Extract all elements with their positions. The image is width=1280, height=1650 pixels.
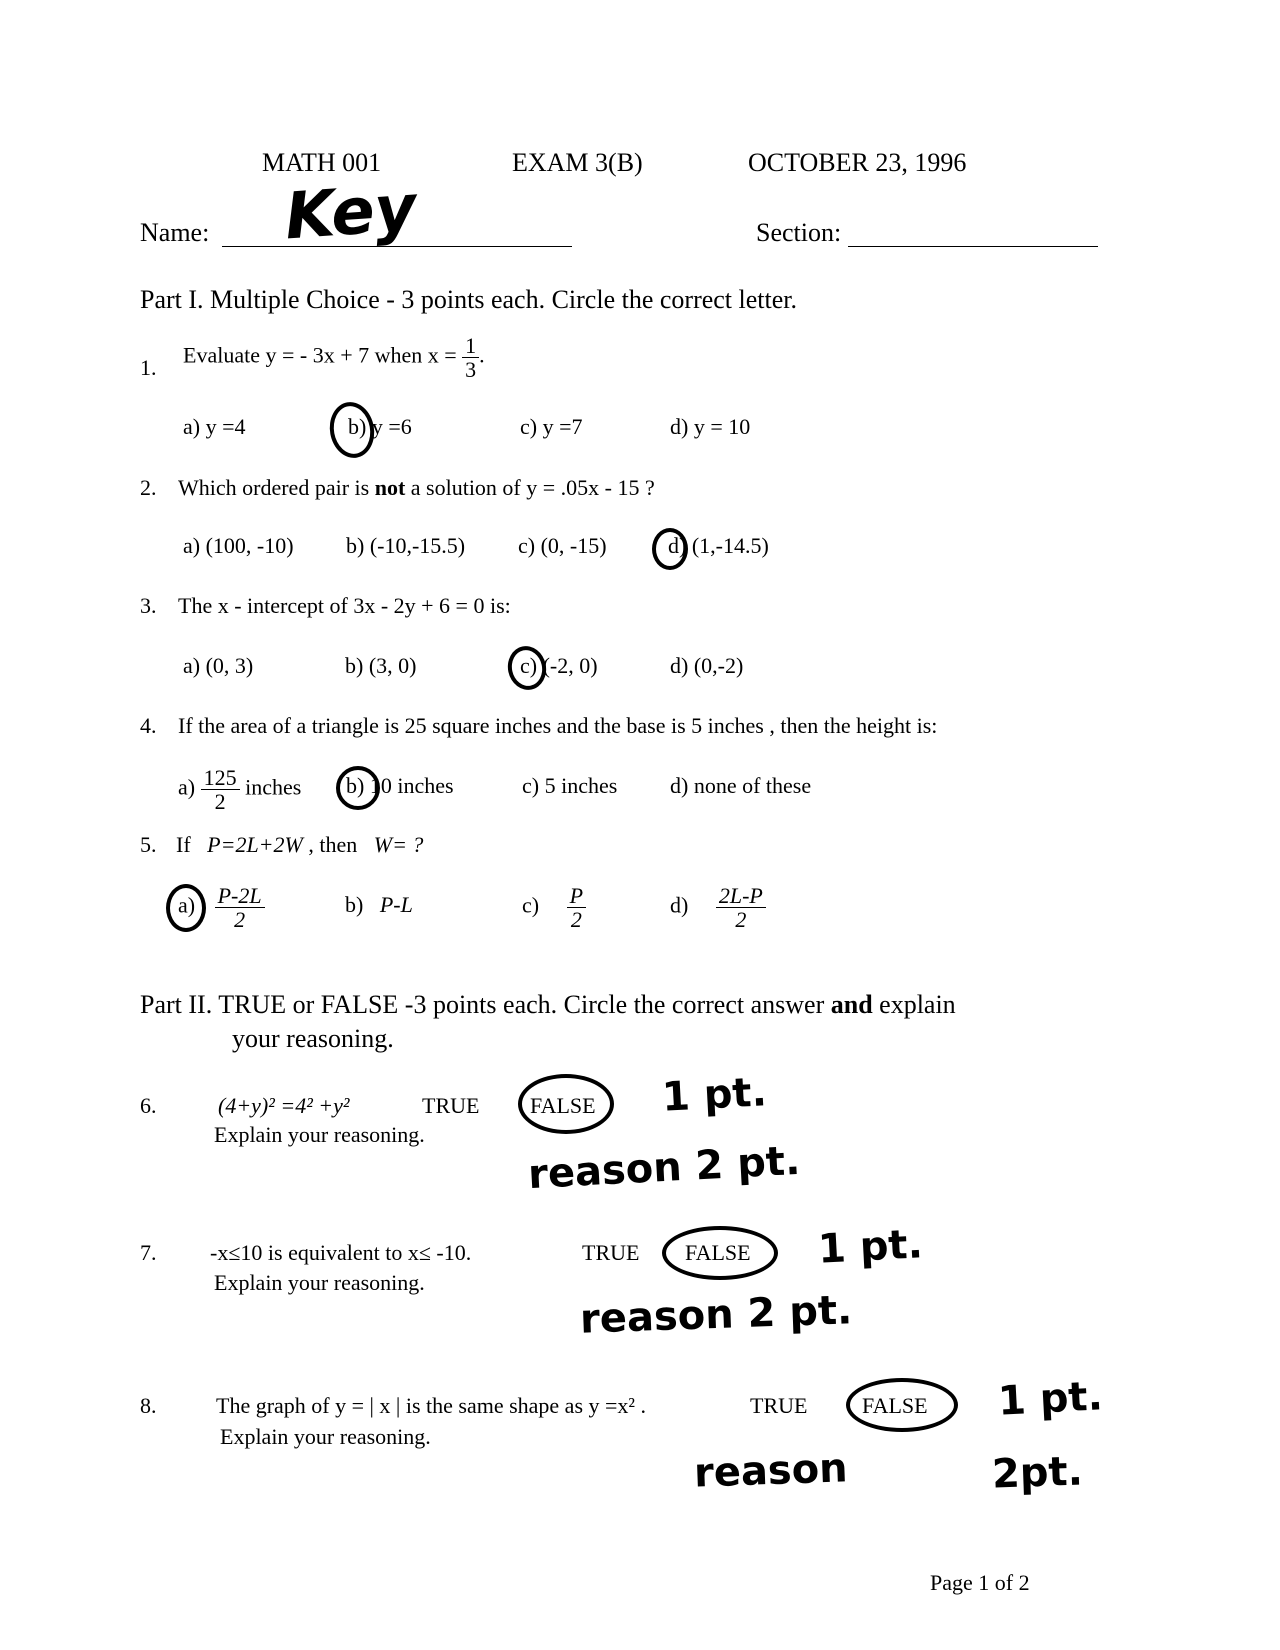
q4-choice-d[interactable]: d) none of these	[670, 773, 812, 798]
name-label: Name:	[140, 218, 210, 247]
q1-choice-b[interactable]: b) y =6	[348, 414, 412, 439]
q7-statement: -x≤10 is equivalent to x≤ -10.	[210, 1240, 472, 1265]
q8-explain: Explain your reasoning.	[220, 1424, 431, 1449]
q6-note-reason: reason 2 pt.	[526, 1137, 802, 1199]
q1-number: 1.	[140, 355, 157, 380]
q8-true[interactable]: TRUE	[750, 1393, 808, 1418]
q3-number: 3.	[140, 593, 157, 618]
q4-number: 4.	[140, 713, 157, 738]
q5-text: If P=2L+2W , then W= ?	[176, 832, 424, 857]
q6-number: 6.	[140, 1093, 157, 1118]
q8-statement: The graph of y = | x | is the same shape as y =x² .	[216, 1393, 647, 1418]
section-label: Section:	[756, 218, 842, 247]
q2-choice-d[interactable]: d) (1,-14.5)	[668, 533, 769, 558]
q3-choice-d[interactable]: d) (0,-2)	[670, 653, 744, 678]
q5-choice-d[interactable]: d) $\frac{2L-P}{2}$	[670, 884, 766, 931]
q2-choice-b[interactable]: b) (-10,-15.5)	[346, 533, 466, 558]
q1-choice-a[interactable]: a) y =4	[183, 414, 246, 439]
q5-choice-b[interactable]: b) P-L	[345, 892, 413, 917]
q2-answer-circle	[652, 528, 688, 570]
exam-title: EXAM 3(B)	[512, 148, 643, 177]
q5-answer-circle	[166, 884, 206, 932]
q7-true[interactable]: TRUE	[582, 1240, 640, 1265]
q4-choice-b[interactable]: b) 10 inches	[346, 773, 454, 798]
q1-text: Evaluate y = - 3x + 7 when x = $\frac{1}{3}$ .	[183, 333, 485, 383]
q7-false[interactable]: FALSE	[685, 1240, 751, 1265]
q4-choice-c[interactable]: c) 5 inches	[522, 773, 618, 798]
q8-false[interactable]: FALSE	[862, 1393, 928, 1418]
q6-false[interactable]: FALSE	[530, 1093, 596, 1118]
q7-explain: Explain your reasoning.	[214, 1270, 425, 1295]
q5-choice-c[interactable]: c) $\frac{P}{2}$	[522, 884, 586, 931]
q6-statement: (4+y)² =4² +y²	[218, 1093, 350, 1118]
q7-number: 7.	[140, 1240, 157, 1265]
q8-number: 8.	[140, 1393, 157, 1418]
q5-choice-a[interactable]: a) $\frac{P-2L}{2}$	[178, 884, 265, 931]
q3-answer-circle	[504, 643, 550, 694]
q4-text: If the area of a triangle is 25 square inches and the base is 5 inches , then the height is:	[178, 713, 938, 738]
section-underline	[848, 246, 1098, 247]
part1-title: Part I. Multiple Choice - 3 points each. Circle the correct letter.	[140, 285, 798, 314]
q1-answer-circle	[325, 399, 378, 462]
q7-answer-circle	[662, 1226, 778, 1280]
part2-title: Part II. TRUE or FALSE -3 points each. Circle the correct answer and explain	[140, 990, 956, 1019]
q8-note-points: 2pt.	[991, 1448, 1084, 1498]
q2-choice-a[interactable]: a) (100, -10)	[183, 533, 294, 558]
exam-date: OCTOBER 23, 1996	[748, 148, 967, 177]
q2-choice-c[interactable]: c) (0, -15)	[518, 533, 607, 558]
q6-note-answer: 1 pt.	[660, 1069, 768, 1121]
q5-number: 5.	[140, 832, 157, 857]
q7-note-answer: 1 pt.	[816, 1221, 924, 1273]
q4-choice-a[interactable]: a) $\frac{125}{2}$ inches	[178, 765, 302, 815]
q3-choice-b[interactable]: b) (3, 0)	[345, 653, 417, 678]
q7-note-reason: reason 2 pt.	[579, 1287, 853, 1343]
q4-answer-circle	[336, 766, 380, 810]
q3-text: The x - intercept of 3x - 2y + 6 = 0 is:	[178, 593, 511, 618]
q8-note-reason: reason	[693, 1445, 849, 1497]
q1-choice-d[interactable]: d) y = 10	[670, 414, 751, 439]
q8-answer-circle	[846, 1378, 958, 1432]
part2-title-line2: your reasoning.	[232, 1024, 394, 1053]
course-title: MATH 001	[262, 148, 382, 177]
q2-number: 2.	[140, 475, 157, 500]
q6-true[interactable]: TRUE	[422, 1093, 480, 1118]
q6-explain: Explain your reasoning.	[214, 1122, 425, 1147]
page-number: Page 1 of 2	[930, 1570, 1030, 1595]
q3-choice-c[interactable]: c) (-2, 0)	[520, 653, 598, 678]
name-handwritten: Key	[282, 171, 419, 255]
q1-choice-c[interactable]: c) y =7	[520, 414, 583, 439]
q2-text: Which ordered pair is not a solution of y = .05x - 15 ?	[178, 475, 655, 500]
q3-choice-a[interactable]: a) (0, 3)	[183, 653, 254, 678]
q6-answer-circle	[518, 1074, 614, 1134]
q8-note-answer: 1 pt.	[996, 1373, 1104, 1425]
